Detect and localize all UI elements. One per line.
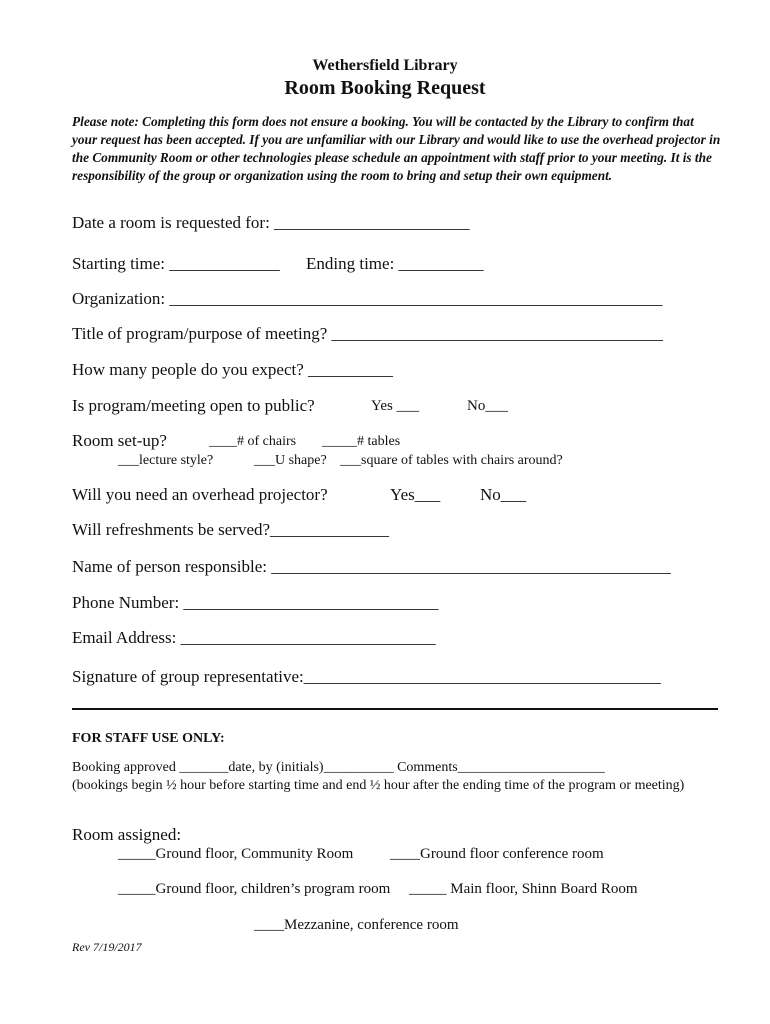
room-assigned-label: Room assigned: — [72, 825, 182, 844]
phone-field[interactable]: Phone Number: ______________________________ — [72, 593, 439, 612]
email-field[interactable]: Email Address: ______________________________ — [72, 628, 436, 647]
organization-field[interactable]: Organization: __________________________________________________________ — [72, 289, 663, 308]
open-to-public-label: Is program/meeting open to public? — [72, 396, 315, 415]
booking-time-note: (bookings begin ½ hour before starting time and end ½ hour after the ending time of the program or meeting) — [72, 778, 685, 793]
projector-no-option[interactable]: No___ — [480, 485, 527, 504]
square-tables-option[interactable]: ___square of tables with chairs around? — [340, 453, 563, 468]
people-expected-field[interactable]: How many people do you expect? __________ — [72, 360, 394, 379]
signature-field[interactable]: Signature of group representative:__________________________________________ — [72, 667, 661, 686]
open-yes-option[interactable]: Yes ___ — [371, 398, 420, 414]
title-purpose-field[interactable]: Title of program/purpose of meeting? _______________________________________ — [72, 324, 664, 343]
projector-yes-option[interactable]: Yes___ — [390, 485, 441, 504]
starting-time-field[interactable]: Starting time: _____________ — [72, 254, 280, 273]
date-requested-field[interactable]: Date a room is requested for: _______________________ — [72, 213, 470, 232]
library-name: Wethersfield Library — [312, 57, 458, 74]
staff-booking-block — [72, 759, 712, 795]
community-room-option[interactable]: _____Ground floor, Community Room — [118, 846, 354, 862]
chairs-field[interactable]: ____# of chairs — [209, 434, 297, 449]
tables-field[interactable]: _____# tables — [322, 434, 401, 449]
childrens-room-option[interactable]: _____Ground floor, children’s program room — [118, 881, 391, 897]
open-no-option[interactable]: No___ — [467, 398, 508, 414]
shinn-room-option[interactable]: _____ Main floor, Shinn Board Room — [409, 881, 638, 897]
booking-approved-field[interactable]: Booking approved _______date, by (initials)__________ Comments_____________________ — [72, 760, 605, 775]
conference-room-option[interactable]: ____Ground floor conference room — [390, 846, 604, 862]
person-responsible-field[interactable]: Name of person responsible: _______________________________________________ — [72, 557, 671, 576]
mezzanine-option[interactable]: ____Mezzanine, conference room — [254, 917, 459, 933]
lecture-style-option[interactable]: ___lecture style? — [118, 453, 214, 468]
room-setup-label: Room set-up? — [72, 431, 167, 450]
ending-time-field[interactable]: Ending time: __________ — [306, 254, 484, 273]
refreshments-field[interactable]: Will refreshments be served?______________ — [72, 520, 390, 539]
form-title: Room Booking Request — [284, 77, 486, 99]
revision-date: Rev 7/19/2017 — [72, 940, 142, 954]
u-shape-option[interactable]: ___U shape? — [254, 453, 327, 468]
staff-heading: FOR STAFF USE ONLY: — [72, 731, 225, 746]
staff-divider — [72, 708, 718, 710]
booking-note: Please note: Completing this form does not ensure a booking. You will be contacted by the Library to confirm that your request has been accepted. If you are unfamiliar with our Library and would like to use the overhead projector in the Community Room or other technologies please schedule an appointment with staff prior to your meeting. It is the responsibility of the group or organization using the room to bring and setup their own equipment. — [72, 114, 721, 183]
projector-label: Will you need an overhead projector? — [72, 485, 328, 504]
